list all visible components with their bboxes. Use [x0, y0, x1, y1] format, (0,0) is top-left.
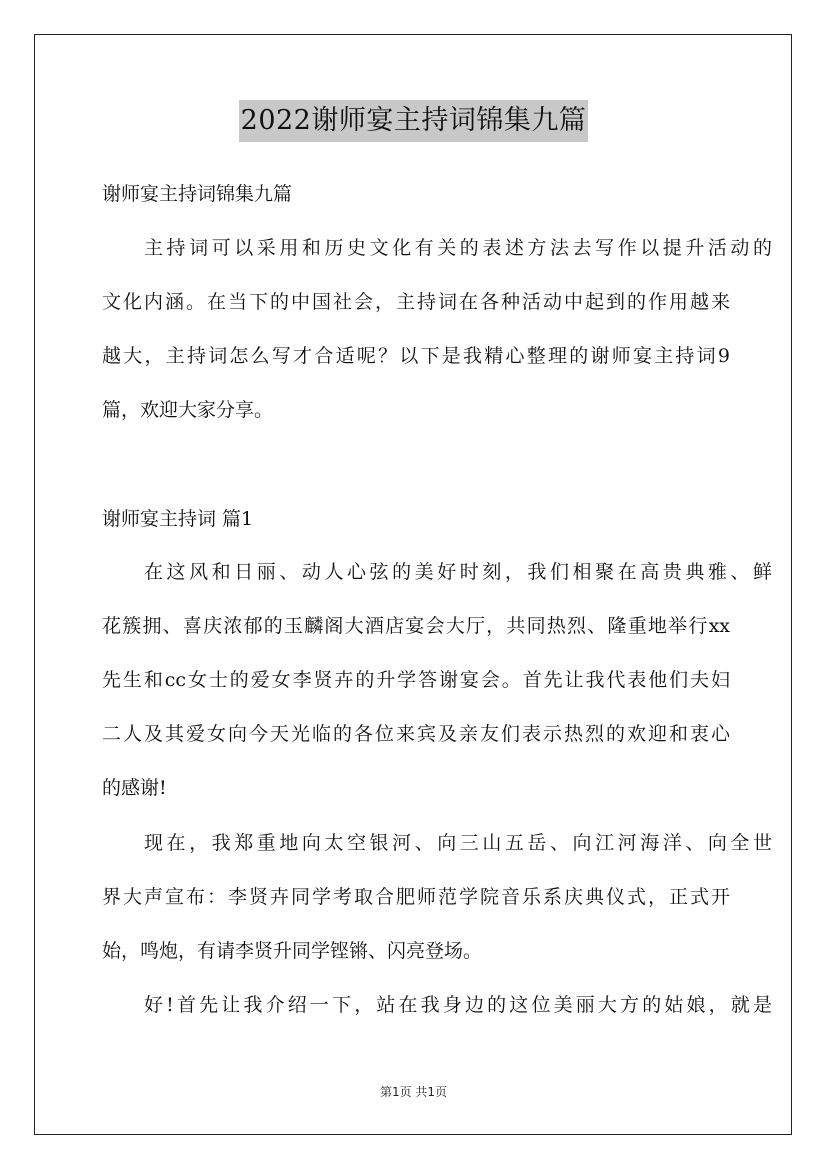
paragraph-line: 始，鸣炮，有请李贤升同学铿锵、闪亮登场。	[102, 940, 483, 962]
document-subtitle: 谢师宴主持词锦集九篇	[102, 183, 293, 205]
page-footer: 第1页 共1页	[379, 1085, 448, 1099]
title-container	[0, 100, 827, 142]
paragraph-line: 二人及其爱女向今天光临的各位来宾及亲友们表示热烈的欢迎和衷心	[102, 723, 730, 745]
intro-line: 篇，欢迎大家分享。	[102, 399, 274, 421]
intro-line: 文化内涵。在当下的中国社会，主持词在各种活动中起到的作用越来	[102, 291, 730, 313]
paragraph-line: 先生和cc女士的爱女李贤卉的升学答谢宴会。首先让我代表他们夫妇	[102, 669, 730, 691]
section-heading: 谢师宴主持词 篇1	[102, 508, 254, 530]
paragraph-line: 现在，我郑重地向太空银河、向三山五岳、向江河海洋、向全世	[144, 832, 772, 854]
intro-line: 越大，主持词怎么写才合适呢？以下是我精心整理的谢师宴主持词9	[102, 345, 730, 367]
paragraph-line: 花簇拥、喜庆浓郁的玉麟阁大酒店宴会大厅，共同热烈、隆重地举行xx	[102, 615, 730, 637]
paragraph-line: 界大声宣布：李贤卉同学考取合肥师范学院音乐系庆典仪式，正式开	[102, 886, 730, 908]
paragraph-line: 好!首先让我介绍一下，站在我身边的这位美丽大方的姑娘，就是	[144, 994, 772, 1016]
document-title: 2022谢师宴主持词锦集九篇	[239, 100, 589, 142]
intro-line: 主持词可以采用和历史文化有关的表述方法去写作以提升活动的	[144, 237, 772, 259]
paragraph-line: 的感谢!	[102, 777, 167, 799]
paragraph-line: 在这风和日丽、动人心弦的美好时刻，我们相聚在高贵典雅、鲜	[144, 561, 772, 583]
